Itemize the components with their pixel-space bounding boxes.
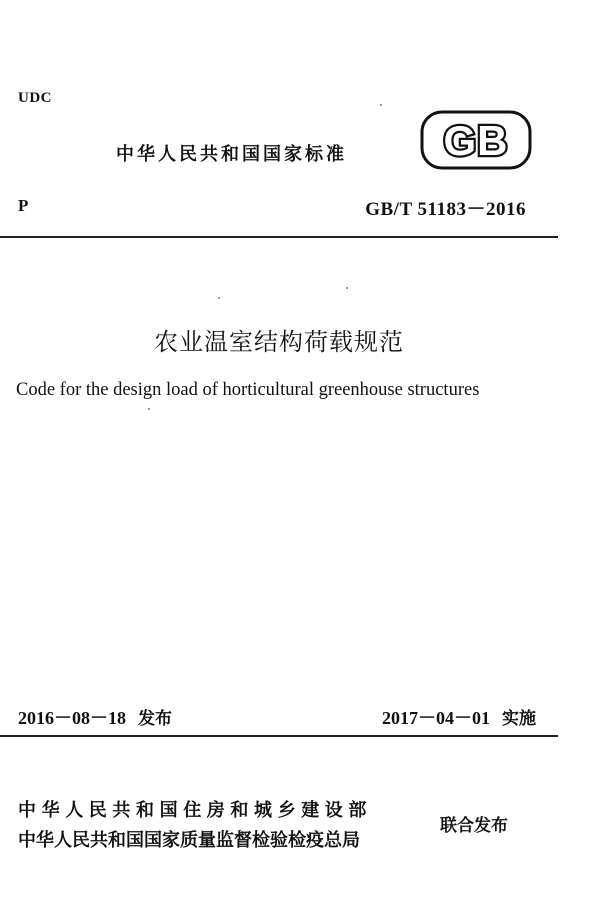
issue-label: 发布 xyxy=(138,709,172,729)
bottom-divider xyxy=(0,735,558,737)
title-chinese: 农业温室结构荷载规范 xyxy=(154,328,404,356)
scan-speck xyxy=(218,297,220,299)
title-english: Code for the design load of horticultural greenhouse structures xyxy=(16,380,480,400)
gb-logo xyxy=(420,110,532,170)
issue-date-row xyxy=(18,704,172,730)
implement-date: 2017－04－01 xyxy=(382,708,490,728)
issue-date: 2016－08－18 xyxy=(18,708,126,728)
classification-code: P xyxy=(18,196,29,215)
standard-number: GB/T 51183－2016 xyxy=(365,199,526,220)
joint-issue-label: 联合发布 xyxy=(440,816,508,836)
scan-speck xyxy=(148,408,150,410)
implement-label: 实施 xyxy=(502,709,536,729)
national-standard-heading: 中华人民共和国国家标准 xyxy=(116,144,347,165)
scan-speck xyxy=(380,104,382,106)
issuer-aqsiq: 中华人民共和国国家质量监督检验检疫总局 xyxy=(18,830,360,851)
gb-logo-text: GB xyxy=(443,117,509,164)
scan-speck xyxy=(346,287,348,289)
udc-label: UDC xyxy=(18,90,52,106)
implement-date-row xyxy=(382,704,536,730)
top-divider xyxy=(0,236,558,238)
issuer-ministry-housing: 中华人民共和国住房和城乡建设部 xyxy=(18,800,372,821)
